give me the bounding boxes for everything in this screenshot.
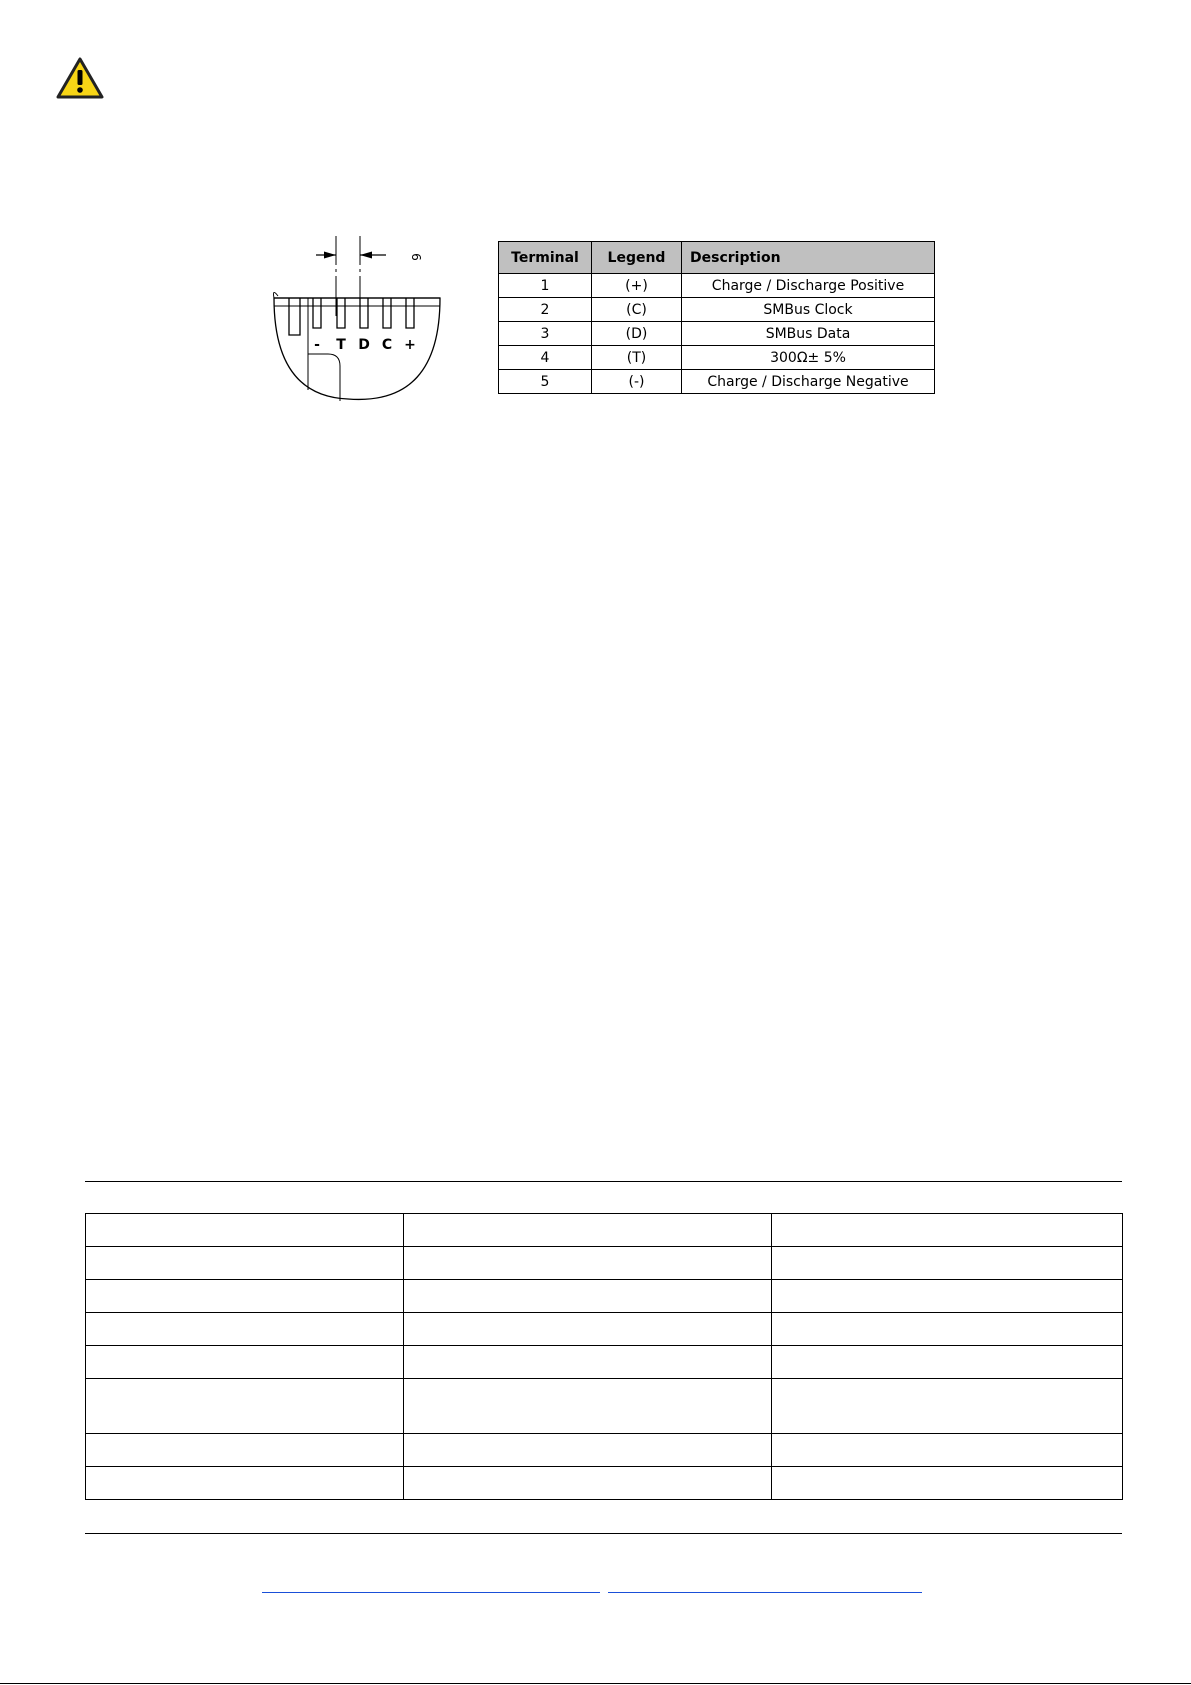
- terminal-table: [498, 241, 935, 394]
- spec-cell: [86, 1214, 404, 1247]
- terminal-cell: 5: [499, 370, 592, 394]
- spec-cell: [772, 1214, 1123, 1247]
- spec-cell: [86, 1280, 404, 1313]
- spec-cell: [772, 1280, 1123, 1313]
- description-cell: Charge / Discharge Negative: [682, 370, 935, 394]
- pin-label-d: D: [358, 337, 370, 353]
- spec-cell: [404, 1346, 772, 1379]
- description-cell: Charge / Discharge Positive: [682, 274, 935, 298]
- table-row: [86, 1434, 1123, 1467]
- spec-cell: [404, 1280, 772, 1313]
- header-description: Description: [682, 242, 935, 274]
- section-divider-top: [85, 1181, 1122, 1182]
- footer-link-1[interactable]: [262, 1592, 600, 1593]
- spec-cell: [772, 1313, 1123, 1346]
- table-row: [499, 346, 935, 370]
- legend-cell: (C): [592, 298, 682, 322]
- spec-cell: [86, 1467, 404, 1500]
- spec-cell: [86, 1313, 404, 1346]
- spec-cell: [404, 1467, 772, 1500]
- dimension-label: 6: [409, 253, 423, 261]
- warning-icon: [55, 56, 105, 100]
- table-row: [499, 274, 935, 298]
- terminal-table-header: [499, 242, 935, 274]
- section-divider-bottom: [85, 1533, 1122, 1534]
- pin-label-t: T: [336, 337, 346, 353]
- spec-cell: [404, 1379, 772, 1434]
- spec-cell: [404, 1313, 772, 1346]
- spec-cell: [86, 1247, 404, 1280]
- legend-cell: (+): [592, 274, 682, 298]
- terminal-cell: 1: [499, 274, 592, 298]
- legend-cell: (D): [592, 322, 682, 346]
- spec-table: [85, 1213, 1123, 1500]
- legend-cell: (-): [592, 370, 682, 394]
- spec-cell: [86, 1379, 404, 1434]
- terminal-cell: 3: [499, 322, 592, 346]
- table-row: [86, 1280, 1123, 1313]
- spec-cell: [404, 1214, 772, 1247]
- spec-cell: [404, 1247, 772, 1280]
- page-bottom-edge: [0, 1683, 1191, 1684]
- description-cell: 300Ω± 5%: [682, 346, 935, 370]
- table-row: [499, 322, 935, 346]
- description-cell: SMBus Data: [682, 322, 935, 346]
- table-row: [86, 1467, 1123, 1500]
- header-legend: Legend: [592, 242, 682, 274]
- header-terminal: Terminal: [499, 242, 592, 274]
- spec-cell: [86, 1434, 404, 1467]
- table-row: [86, 1346, 1123, 1379]
- table-row: [499, 370, 935, 394]
- table-row: [86, 1214, 1123, 1247]
- terminal-cell: 4: [499, 346, 592, 370]
- description-cell: SMBus Clock: [682, 298, 935, 322]
- spec-cell: [86, 1346, 404, 1379]
- spec-cell: [404, 1434, 772, 1467]
- table-row: [86, 1313, 1123, 1346]
- pin-label-negative: -: [314, 337, 320, 353]
- pin-label-c: C: [381, 337, 393, 353]
- spec-cell: [772, 1379, 1123, 1434]
- spec-cell: [772, 1346, 1123, 1379]
- pin-label-positive: +: [404, 337, 416, 353]
- legend-cell: (T): [592, 346, 682, 370]
- spec-cell: [772, 1467, 1123, 1500]
- table-row: [499, 298, 935, 322]
- spec-cell: [772, 1434, 1123, 1467]
- terminal-cell: 2: [499, 298, 592, 322]
- connector-diagram: [236, 236, 442, 412]
- table-row: [86, 1247, 1123, 1280]
- footer-link-2[interactable]: [608, 1592, 922, 1593]
- table-row: [86, 1379, 1123, 1434]
- spec-cell: [772, 1247, 1123, 1280]
